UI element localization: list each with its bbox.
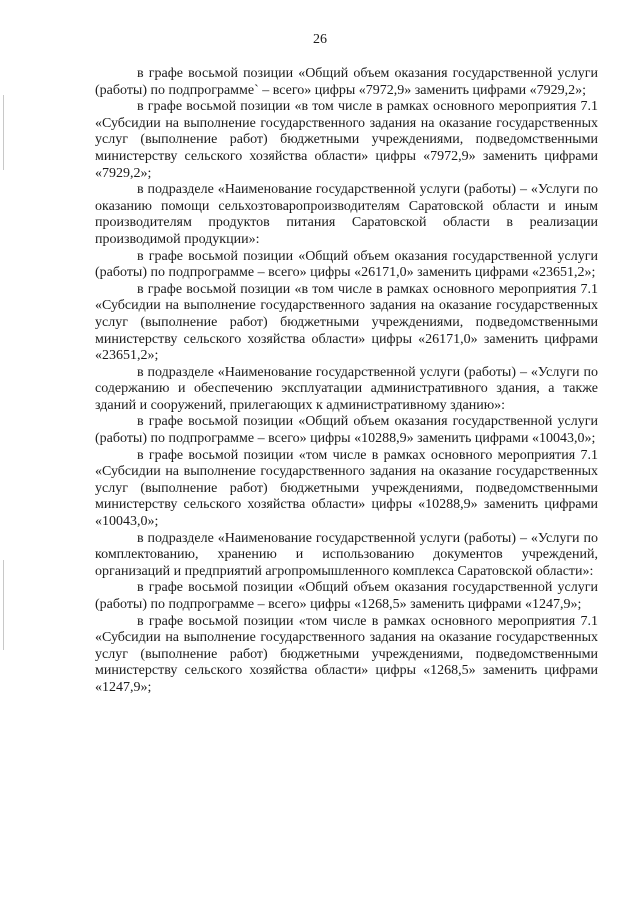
paragraph: в графе восьмой позиции «том числе в рамках основного мероприятия 7.1 «Субсидии на выполнение государственного задания на оказание государственных услуг (выполнение работ) бюджетными учреждениями, подведомственными министерству сельского хозяйства области» цифры «1268,5» заменить цифрами «1247,9»;: [95, 613, 598, 695]
page-number: 26: [313, 32, 327, 47]
paragraph: в графе восьмой позиции «в том числе в рамках основного мероприятия 7.1 «Субсидии на выполнение государственного задания на оказание государственных услуг (выполнение работ) бюджетными учреждениями, подведомственными министерству сельского хозяйства области» цифры «7972,9» заменить цифрами «7929,2»;: [95, 99, 598, 181]
paragraph: в подразделе «Наименование государственной услуги (работы) – «Услуги по комплектованию, хранению и использованию документов учреждений, организаций и предприятий агропромышленного комплекса Саратовской области»:: [95, 530, 598, 579]
paragraph: в графе восьмой позиции «Общий объем оказания государственной услуги (работы) по подпрограмме – всего» цифры «1268,5» заменить цифрами «1247,9»;: [95, 580, 598, 612]
paragraph: в графе восьмой позиции «том числе в рамках основного мероприятия 7.1 «Субсидии на выполнение государственного задания на оказание государственных услуг (выполнение работ) бюджетными учреждениями, подведомственными министерству сельского хозяйства области» цифры «10288,9» заменить цифрами «10043,0»;: [95, 447, 598, 530]
scan-edge-mark-bottom: [3, 560, 4, 650]
document-body: [95, 66, 598, 697]
paragraph: в графе восьмой позиции «Общий объем оказания государственной услуги (работы) по подпрограмме – всего» цифры «26171,0» заменить цифрами «23651,2»;: [95, 248, 598, 281]
paragraph: в графе восьмой позиции «в том числе в рамках основного мероприятия 7.1 «Субсидии на выполнение государственного задания на оказание государственных услуг (выполнение работ) бюджетными учреждениями, подведомственными министерству сельского хозяйства области» цифры «26171,0» заменить цифрами «23651,2»;: [95, 281, 598, 364]
paragraph: в подразделе «Наименование государственной услуги (работы) – «Услуги по оказанию помощи сельхозтоваропроизводителям Саратовской области и иным производителям продуктов питания Саратовской области в реализации производимой продукции»:: [95, 182, 598, 247]
scan-edge-mark-top: [3, 95, 4, 170]
paragraph: в графе восьмой позиции «Общий объем оказания государственной услуги (работы) по подпрограмме` – всего» цифры «7972,9» заменить цифрами «7929,2»;: [95, 66, 598, 98]
paragraph: в графе восьмой позиции «Общий объем оказания государственной услуги (работы) по подпрограмме – всего» цифры «10288,9» заменить цифрами «10043,0»;: [95, 414, 598, 447]
paragraph: в подразделе «Наименование государственной услуги (работы) – «Услуги по содержанию и обеспечению эксплуатации административного здания, а также зданий и сооружений, прилегающих к административному зданию»:: [95, 364, 598, 413]
